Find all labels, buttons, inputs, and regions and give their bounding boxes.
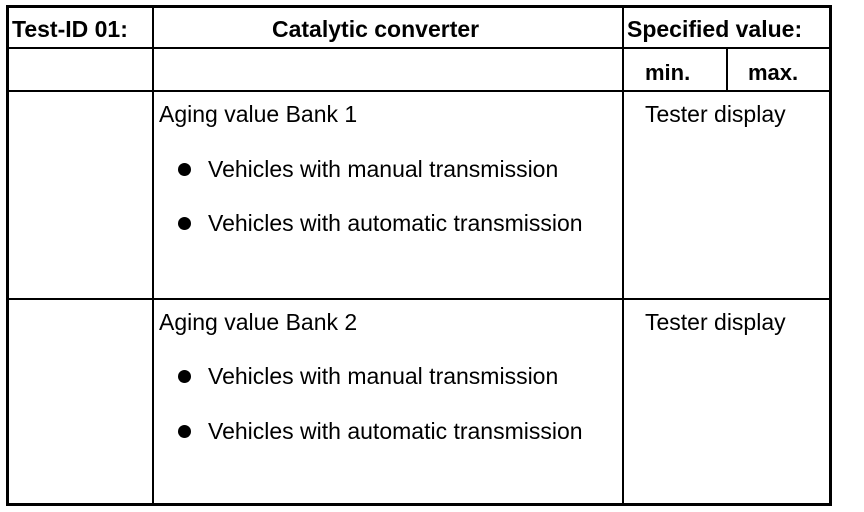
min-header: min. bbox=[645, 60, 691, 85]
row-divider bbox=[9, 298, 829, 300]
max-header: max. bbox=[748, 60, 799, 85]
bullet-icon bbox=[178, 163, 191, 176]
bullet-icon bbox=[178, 370, 191, 383]
row-2-item-2: Vehicles with automatic transmission bbox=[208, 418, 583, 444]
spec-table bbox=[6, 5, 832, 506]
row-2-title: Aging value Bank 2 bbox=[159, 309, 358, 335]
specified-value-header: Specified value: bbox=[627, 16, 803, 42]
row-1-item-1: Vehicles with manual transmission bbox=[208, 156, 559, 182]
bullet-icon bbox=[178, 425, 191, 438]
row-1-item-2: Vehicles with automatic transmission bbox=[208, 210, 583, 236]
row-1-value: Tester display bbox=[645, 101, 786, 127]
subheader-divider bbox=[9, 90, 829, 92]
min-max-divider bbox=[726, 47, 728, 91]
row-2-value: Tester display bbox=[645, 309, 786, 335]
row-1-title: Aging value Bank 1 bbox=[159, 101, 358, 127]
column-divider-1 bbox=[152, 8, 154, 503]
component-header: Catalytic converter bbox=[272, 16, 480, 42]
row-2-item-1: Vehicles with manual transmission bbox=[208, 363, 559, 389]
column-divider-2 bbox=[622, 8, 624, 503]
bullet-icon bbox=[178, 217, 191, 230]
header-divider bbox=[9, 47, 829, 49]
test-id-header: Test-ID 01: bbox=[12, 16, 128, 42]
